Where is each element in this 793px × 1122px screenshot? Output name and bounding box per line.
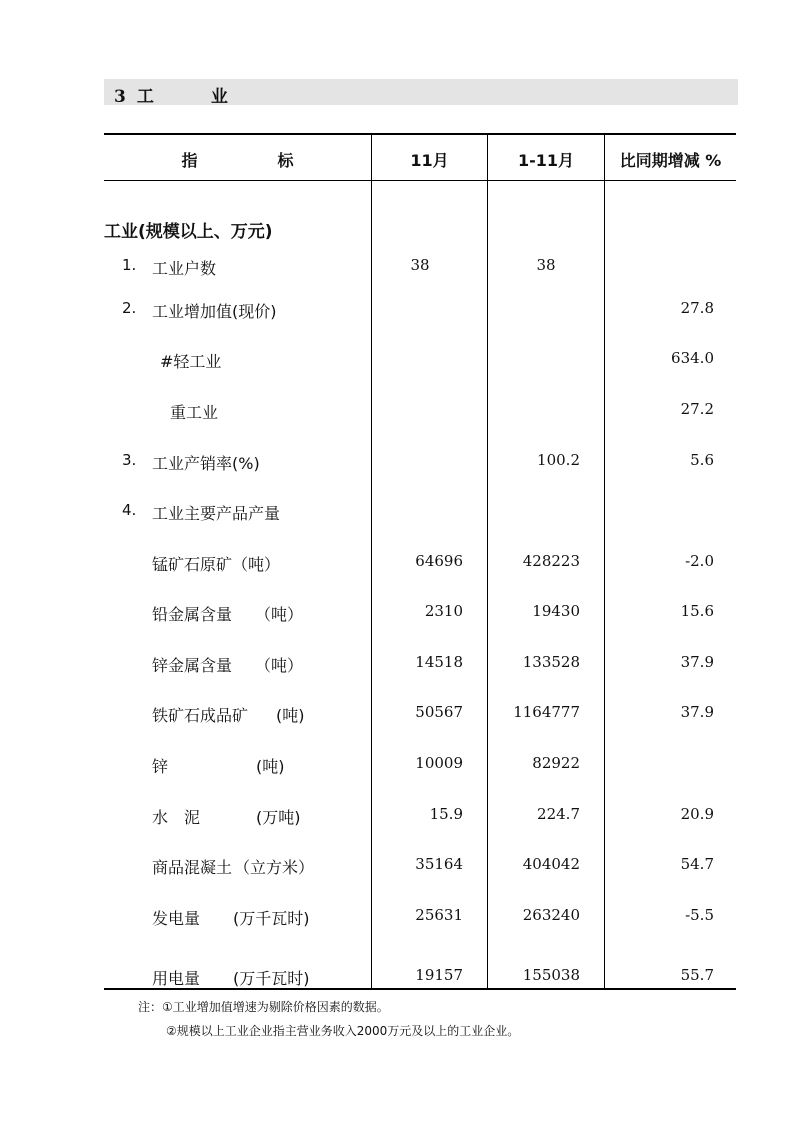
footnote-1: 注：①工业增加值增速为剔除价格因素的数据。: [138, 1000, 389, 1014]
row-ytd-value: 404042: [522, 855, 580, 873]
row-ytd-value: 1164777: [513, 703, 580, 721]
row-label: 工业产销率(%): [152, 454, 260, 473]
row-ytd-value: 100.2: [537, 451, 580, 469]
row-month-value: 38: [410, 256, 430, 274]
table-row: [0, 855, 793, 879]
row-ytd-value: 155038: [522, 966, 580, 984]
row-change-value: 54.7: [680, 855, 714, 873]
row-label: 重工业: [170, 403, 219, 422]
row-label: 发电量: [152, 909, 201, 928]
table-row: [0, 754, 793, 778]
row-label: 锌: [152, 757, 169, 776]
table-header-rule: [104, 180, 736, 181]
row-number: 2.: [122, 299, 137, 317]
row-ytd-value: 428223: [522, 552, 580, 570]
header-ytd: 1-11月: [517, 151, 575, 170]
row-label: 锌金属含量: [152, 656, 233, 675]
table-row: [0, 256, 793, 280]
table-row: [0, 966, 793, 990]
row-label: 铁矿石成品矿: [152, 706, 249, 725]
table-row: [0, 501, 793, 525]
row-label: 工业户数: [152, 259, 217, 278]
row-unit: (吨): [256, 757, 285, 776]
table-row: [0, 602, 793, 626]
row-change-value: 27.2: [680, 400, 714, 418]
row-month-value: 50567: [415, 703, 463, 721]
table-row: [0, 552, 793, 576]
header-month: 11月: [410, 151, 449, 170]
row-unit: (万吨): [256, 808, 301, 827]
row-change-value: 55.7: [680, 966, 714, 984]
row-unit: （吨）: [232, 555, 281, 574]
row-change-value: 5.6: [690, 451, 714, 469]
row-change-value: 20.9: [680, 805, 714, 823]
row-number: 1.: [122, 256, 137, 274]
group-title: 工业(规模以上、万元): [104, 222, 273, 242]
row-unit: (万千瓦时): [233, 969, 310, 988]
row-label: 工业增加值(现价): [152, 302, 277, 321]
row-unit: (万千瓦时): [233, 909, 310, 928]
row-month-value: 25631: [415, 906, 463, 924]
header-indicator: 指 标: [181, 151, 294, 170]
row-ytd-value: 263240: [522, 906, 580, 924]
row-change-value: 15.6: [680, 602, 714, 620]
section-number: 3: [114, 87, 127, 107]
row-label: #轻工业: [160, 352, 222, 371]
row-month-value: 35164: [415, 855, 463, 873]
header-change: 比同期增减 %: [619, 151, 722, 170]
table-row: [0, 349, 793, 373]
row-unit: (吨): [276, 706, 305, 725]
row-change-value: 37.9: [680, 703, 714, 721]
row-ytd-value: 82922: [532, 754, 580, 772]
row-change-value: 27.8: [680, 299, 714, 317]
row-ytd-value: 38: [536, 256, 556, 274]
row-month-value: 2310: [424, 602, 463, 620]
row-ytd-value: 133528: [522, 653, 580, 671]
row-month-value: 15.9: [429, 805, 463, 823]
row-label: 铅金属含量: [152, 605, 233, 624]
section-title: [114, 82, 248, 107]
row-unit: （吨）: [255, 605, 304, 624]
row-ytd-value: 19430: [532, 602, 580, 620]
row-number: 4.: [122, 501, 137, 519]
footnote-2: ②规模以上工业企业指主营业务收入2000万元及以上的工业企业。: [166, 1024, 520, 1038]
row-change-value: 634.0: [671, 349, 714, 367]
table-row: [0, 400, 793, 424]
row-label: 商品混凝土: [152, 858, 233, 877]
row-ytd-value: 224.7: [537, 805, 580, 823]
table-row: [0, 653, 793, 677]
row-change-value: -2.0: [685, 552, 714, 570]
row-change-value: 37.9: [680, 653, 714, 671]
row-month-value: 14518: [415, 653, 463, 671]
row-label: 锰矿石原矿: [152, 555, 233, 574]
table-row: [0, 299, 793, 323]
table-row: [0, 805, 793, 829]
row-unit: （立方米）: [234, 858, 315, 877]
row-label: 工业主要产品产量: [152, 504, 281, 523]
row-label: 用电量: [152, 969, 201, 988]
row-label: 水 泥: [152, 808, 201, 827]
row-month-value: 64696: [415, 552, 463, 570]
table-row: [0, 451, 793, 475]
section-name: 工 业: [136, 87, 248, 107]
row-number: 3.: [122, 451, 137, 469]
table-row: [0, 703, 793, 727]
table-top-rule: [104, 133, 736, 135]
row-month-value: 19157: [415, 966, 463, 984]
row-unit: （吨）: [255, 656, 304, 675]
row-change-value: -5.5: [685, 906, 714, 924]
row-month-value: 10009: [415, 754, 463, 772]
table-row: [0, 906, 793, 930]
section-header-bar: [104, 79, 738, 105]
